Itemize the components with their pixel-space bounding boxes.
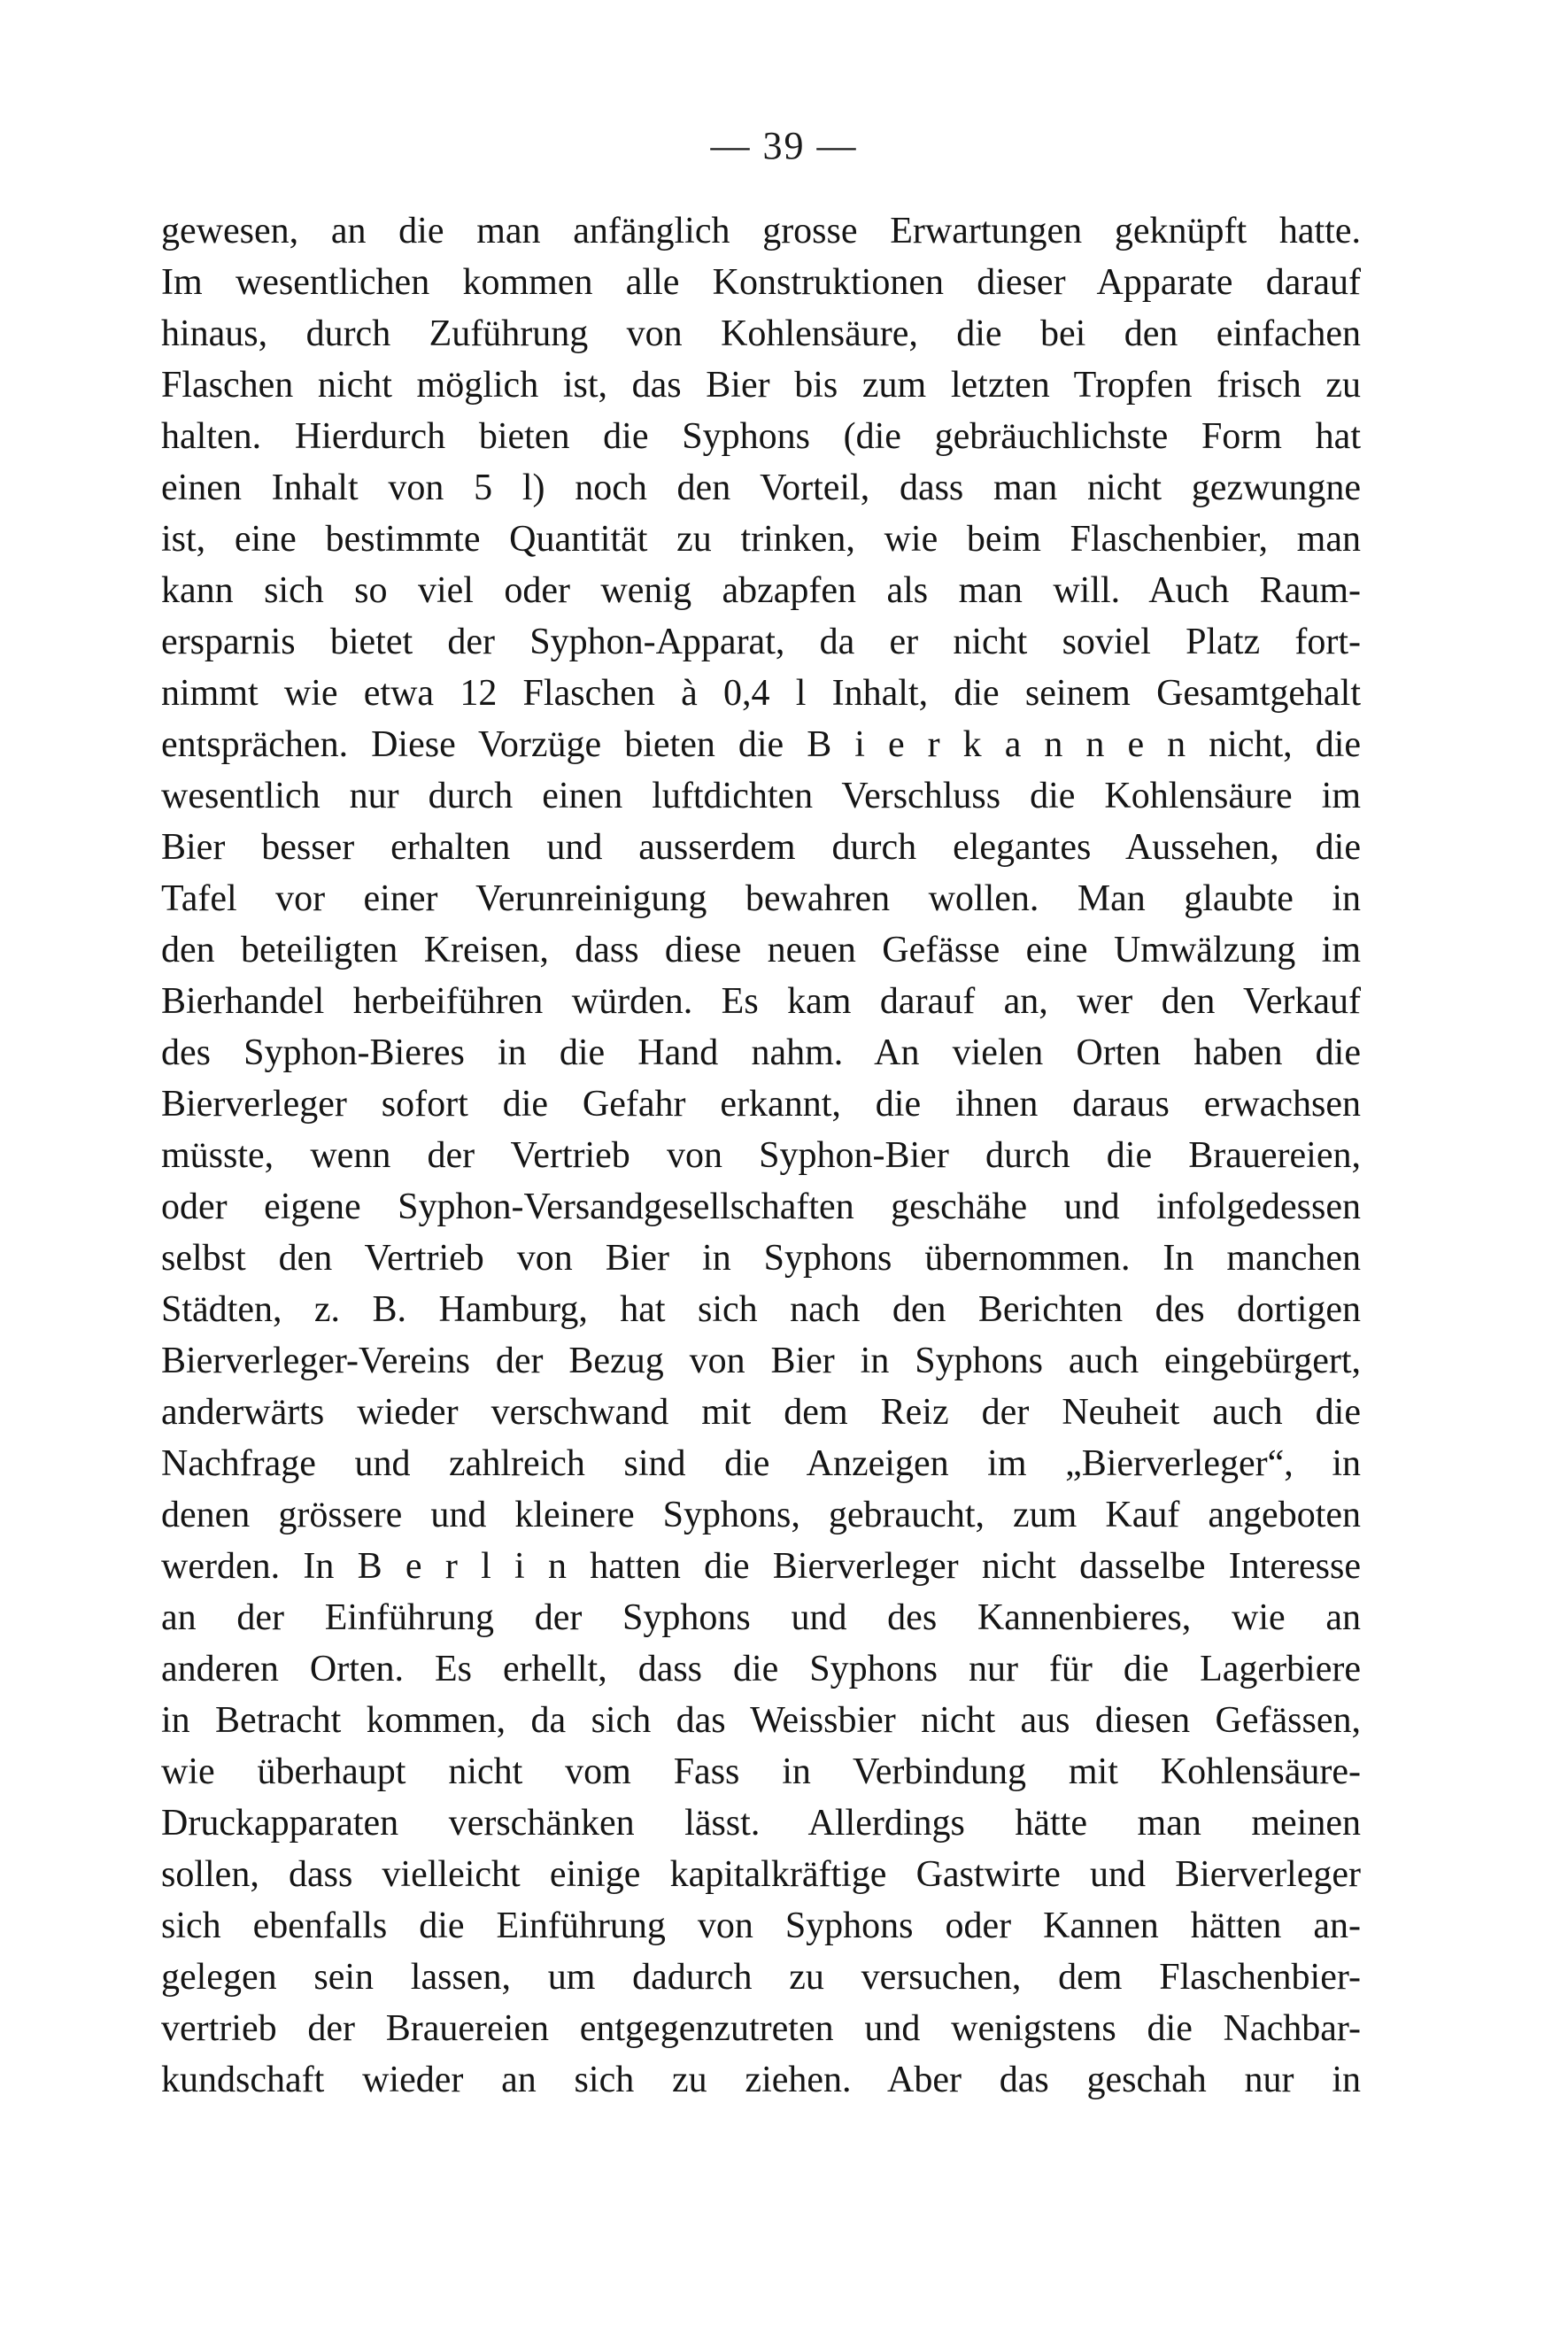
- text-line: kann sich so viel oder wenig abzapfen als man will. Auch Raum-: [161, 570, 1361, 611]
- body-text: [161, 205, 1361, 2106]
- text-line: den beteiligten Kreisen, dass diese neuen Gefässe eine Umwälzung im: [161, 930, 1361, 970]
- text-line: Bierhandel herbeiführen würden. Es kam darauf an, wer den Verkauf: [161, 981, 1361, 1022]
- text-line: Im wesentlichen kommen alle Konstruktionen dieser Apparate darauf: [161, 262, 1361, 303]
- text-line: ersparnis bietet der Syphon-Apparat, da er nicht soviel Platz fort-: [161, 622, 1361, 662]
- text-line: gewesen, an die man anfänglich grosse Erwartungen geknüpft hatte.: [161, 211, 1361, 251]
- text-line: Tafel vor einer Verunreinigung bewahren wollen. Man glaubte in: [161, 878, 1361, 919]
- text-line: gelegen sein lassen, um dadurch zu versuchen, dem Flaschenbier-: [161, 1957, 1361, 1998]
- text-line: selbst den Vertrieb von Bier in Syphons übernommen. In manchen: [161, 1238, 1361, 1279]
- text-line: entsprächen. Diese Vorzüge bieten die B i e r k a n n e n nicht, die: [161, 724, 1361, 765]
- text-line: sollen, dass vielleicht einige kapitalkräftige Gastwirte und Bierverleger: [161, 1854, 1361, 1895]
- text-line: hinaus, durch Zuführung von Kohlensäure, die bei den einfachen: [161, 313, 1361, 354]
- text-line: oder eigene Syphon-Versandgesellschaften geschähe und infolgedessen: [161, 1187, 1361, 1227]
- text-line: einen Inhalt von 5 l) noch den Vorteil, dass man nicht gezwungne: [161, 468, 1361, 508]
- page-number: — 39 —: [710, 124, 858, 167]
- text-line: nimmt wie etwa 12 Flaschen à 0,4 l Inhalt, die seinem Gesamtgehalt: [161, 673, 1361, 714]
- text-line: müsste, wenn der Vertrieb von Syphon-Bier durch die Brauereien,: [161, 1135, 1361, 1176]
- text-line: denen grössere und kleinere Syphons, gebraucht, zum Kauf angeboten: [161, 1495, 1361, 1535]
- text-line: halten. Hierdurch bieten die Syphons (die gebräuchlichste Form hat: [161, 416, 1361, 457]
- text-line: werden. In B e r l i n hatten die Bierverleger nicht dasselbe Interesse: [161, 1546, 1361, 1587]
- text-line: Flaschen nicht möglich ist, das Bier bis zum letzten Tropfen frisch zu: [161, 365, 1361, 406]
- text-line: Städten, z. B. Hamburg, hat sich nach den Berichten des dortigen: [161, 1289, 1361, 1330]
- text-line: wie überhaupt nicht vom Fass in Verbindung mit Kohlensäure-: [161, 1751, 1361, 1792]
- text-line: anderwärts wieder verschwand mit dem Reiz der Neuheit auch die: [161, 1392, 1361, 1433]
- text-line: sich ebenfalls die Einführung von Syphons oder Kannen hätten an-: [161, 1906, 1361, 1946]
- text-line: wesentlich nur durch einen luftdichten Verschluss die Kohlensäure im: [161, 776, 1361, 816]
- text-line: ist, eine bestimmte Quantität zu trinken, wie beim Flaschenbier, man: [161, 519, 1361, 560]
- text-line: kundschaft wieder an sich zu ziehen. Aber das geschah nur in: [161, 2060, 1361, 2100]
- text-line: an der Einführung der Syphons und des Kannenbieres, wie an: [161, 1597, 1361, 1638]
- text-line: Druckapparaten verschänken lässt. Allerdings hätte man meinen: [161, 1803, 1361, 1844]
- text-line: des Syphon-Bieres in die Hand nahm. An vielen Orten haben die: [161, 1032, 1361, 1073]
- text-line: Bierverleger-Vereins der Bezug von Bier in Syphons auch eingebürgert,: [161, 1341, 1361, 1381]
- text-line: Bier besser erhalten und ausserdem durch elegantes Aussehen, die: [161, 827, 1361, 868]
- text-line: anderen Orten. Es erhellt, dass die Syphons nur für die Lagerbiere: [161, 1649, 1361, 1689]
- text-line: Bierverleger sofort die Gefahr erkannt, die ihnen daraus erwachsen: [161, 1084, 1361, 1125]
- text-line: in Betracht kommen, da sich das Weissbier nicht aus diesen Gefässen,: [161, 1700, 1361, 1741]
- text-line: Nachfrage und zahlreich sind die Anzeigen im „Bierverleger“, in: [161, 1443, 1361, 1484]
- text-line: vertrieb der Brauereien entgegenzutreten und wenigstens die Nachbar-: [161, 2008, 1361, 2049]
